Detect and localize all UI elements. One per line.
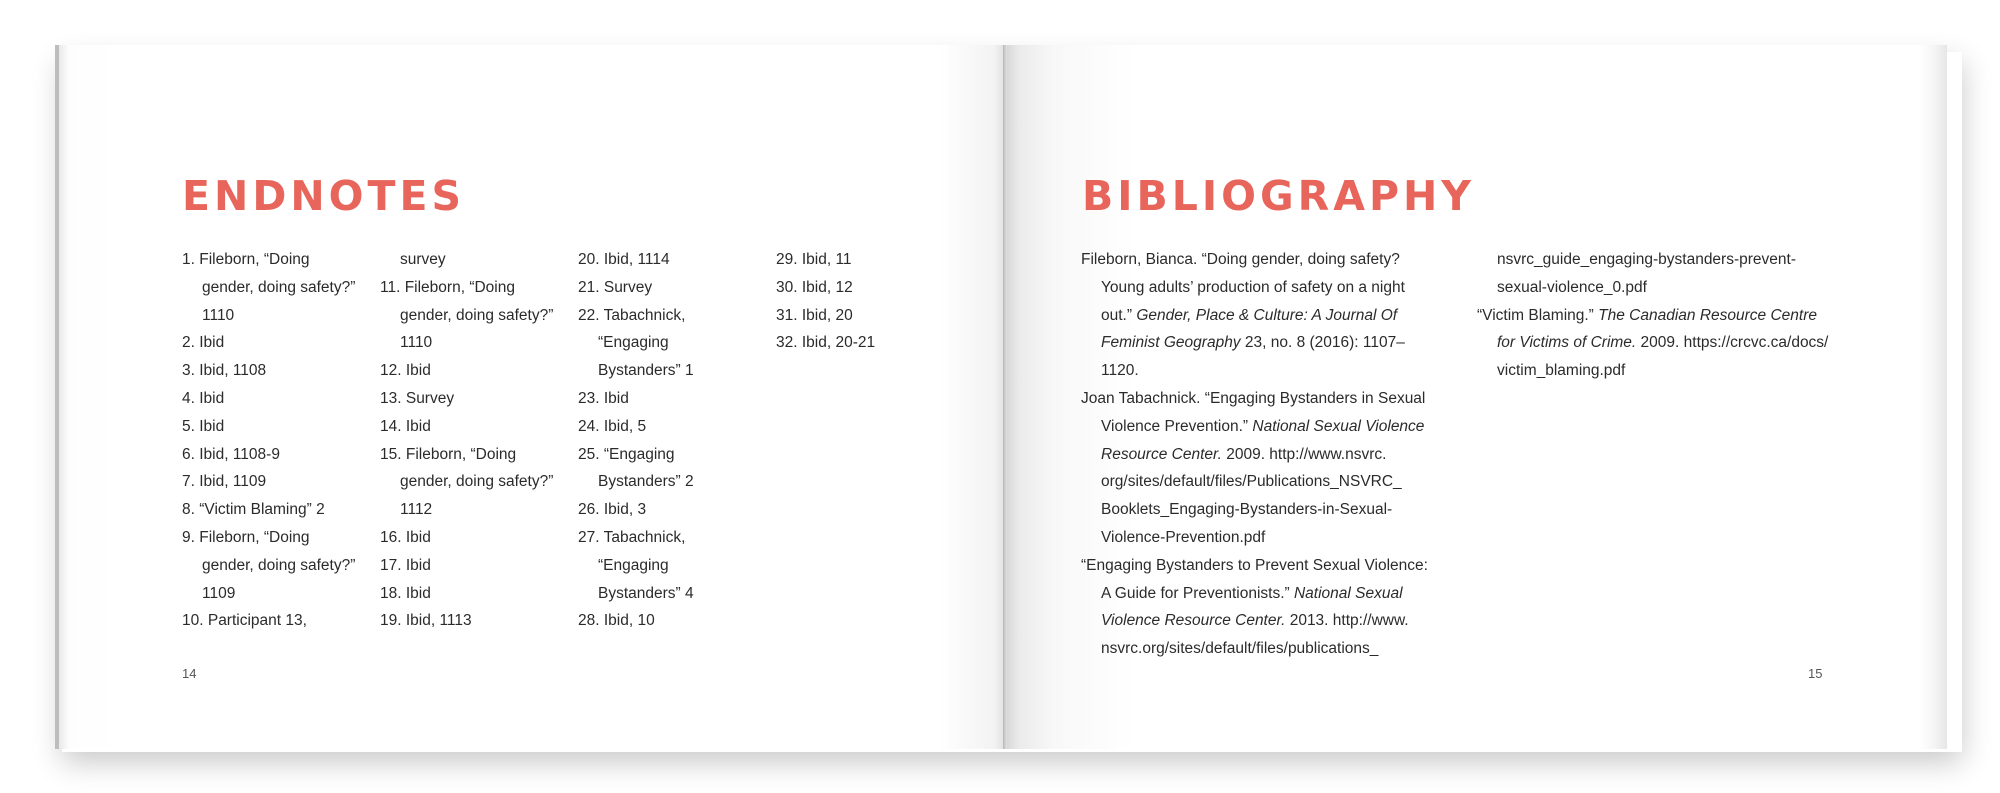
entry-text: “Victim Blaming.” bbox=[1477, 306, 1599, 324]
endnote-item: 27. Tabachnick, “Engaging Bystanders” 4 bbox=[578, 528, 694, 602]
page-number-right: 15 bbox=[1808, 666, 1823, 681]
entry-text: “Engaging Bystanders to Prevent Sexual Violence: A Guide for Preventionists.” bbox=[1081, 556, 1428, 602]
endnote-item: 18. Ibid bbox=[380, 584, 431, 602]
endnote-item: 2. Ibid bbox=[182, 334, 225, 352]
bibliography-entry bbox=[1081, 385, 1436, 552]
entry-details: 2009. http://www.nsvrc. org/sites/default/files/Publications_NSVRC_ Booklets_Engaging-Bystanders-in-Sexual- Violence-Prevention.pdf bbox=[1101, 445, 1402, 546]
endnote-item: 17. Ibid bbox=[380, 556, 431, 574]
endnote-item: 20. Ibid, 1114 bbox=[578, 251, 670, 268]
endnote-item: 31. Ibid, 20 bbox=[776, 306, 853, 324]
endnote-item: 6. Ibid, 1108-9 bbox=[182, 445, 280, 463]
endnotes-heading: ENDNOTES bbox=[182, 172, 466, 220]
endnote-item: 13. Survey bbox=[380, 389, 455, 407]
entry-text: nsvrc_guide_engaging-bystanders-prevent- sexual-violence_0.pdf bbox=[1497, 251, 1796, 296]
endnote-item: 11. Fileborn, “Doing gender, doing safety?” 1110 bbox=[380, 278, 554, 352]
entry-details: 2009. https://crcvc.ca/docs/ victim_blaming.pdf bbox=[1497, 334, 1829, 380]
endnote-item: 25. “Engaging Bystanders” 2 bbox=[578, 445, 694, 491]
endnote-item: 4. Ibid bbox=[182, 389, 225, 407]
endnote-item: 14. Ibid bbox=[380, 417, 431, 435]
endnote-item: 23. Ibid bbox=[578, 389, 629, 407]
entry-source: National Sexual Violence Resource Center. bbox=[1101, 584, 1403, 630]
endnote-item: 21. Survey bbox=[578, 278, 653, 296]
bibliography-entry-continued bbox=[1477, 246, 1832, 302]
endnote-item: 19. Ibid, 1113 bbox=[380, 612, 472, 630]
endnote-item: 24. Ibid, 5 bbox=[578, 417, 647, 435]
entry-details: 23, no. 8 (2016): 1107–1120. bbox=[1101, 334, 1405, 380]
bibliography-column-1 bbox=[1081, 246, 1436, 663]
endnotes-column-3 bbox=[578, 246, 753, 635]
entry-text: Joan Tabachnick. “Engaging Bystanders in Sexual Violence Prevention.” bbox=[1081, 389, 1426, 435]
entry-source: The Canadian Resource Centre for Victims of Crime. bbox=[1497, 306, 1818, 352]
endnote-item: 22. Tabachnick, “Engaging Bystanders” 1 bbox=[578, 306, 694, 380]
endnote-item: 15. Fileborn, “Doing gender, doing safety?” 1112 bbox=[380, 445, 554, 519]
endnote-item: 12. Ibid bbox=[380, 362, 431, 380]
endnote-item: 10. Participant 13, bbox=[182, 612, 307, 630]
endnote-item: 3. Ibid, 1108 bbox=[182, 362, 267, 380]
endnote-item: 1. Fileborn, “Doing gender, doing safety?” 1110 bbox=[182, 251, 356, 324]
endnotes-column-2 bbox=[380, 246, 555, 635]
entry-details: 2013. http://www. nsvrc.org/sites/default/files/publications_ bbox=[1101, 612, 1409, 658]
bibliography-column-2 bbox=[1477, 246, 1832, 385]
entry-source: Gender, Place & Culture: A Journal Of Feminist Geography bbox=[1101, 306, 1398, 352]
endnote-item: 9. Fileborn, “Doing gender, doing safety?” 1109 bbox=[182, 528, 356, 602]
endnote-item: 28. Ibid, 10 bbox=[578, 612, 655, 630]
bibliography-entry bbox=[1081, 246, 1436, 385]
endnote-item: survey bbox=[400, 251, 446, 268]
bibliography-entry bbox=[1477, 302, 1832, 385]
entry-source: National Sexual Violence Resource Center. bbox=[1101, 417, 1425, 463]
endnote-item: 16. Ibid bbox=[380, 528, 431, 546]
page-number-left: 14 bbox=[182, 666, 197, 681]
endnote-item: 5. Ibid bbox=[182, 417, 225, 435]
endnote-item: 7. Ibid, 1109 bbox=[182, 473, 267, 491]
endnote-item: 26. Ibid, 3 bbox=[578, 501, 647, 519]
endnote-item: 30. Ibid, 12 bbox=[776, 278, 853, 296]
endnote-item: 29. Ibid, 11 bbox=[776, 251, 852, 268]
endnotes-column-4 bbox=[776, 246, 951, 357]
endnote-item: 8. “Victim Blaming” 2 bbox=[182, 501, 325, 519]
bibliography-heading: BIBLIOGRAPHY bbox=[1082, 172, 1475, 220]
book-spine bbox=[1003, 45, 1007, 749]
bibliography-entry bbox=[1081, 552, 1436, 663]
endnotes-column-1 bbox=[182, 246, 357, 635]
entry-text: Fileborn, Bianca. “Doing gender, doing safety? Young adults’ production of safety on a night out.” bbox=[1081, 251, 1405, 324]
endnote-item: 32. Ibid, 20-21 bbox=[776, 334, 876, 352]
